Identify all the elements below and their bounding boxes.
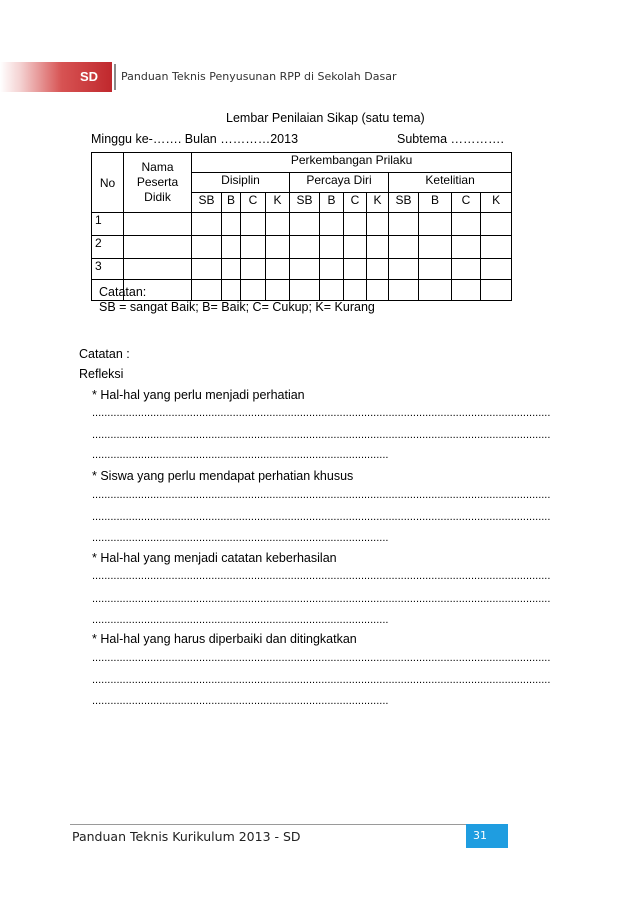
scale-b: B	[320, 193, 344, 213]
dotted-line: ......................................................................................................................................................	[92, 674, 551, 686]
page-number-box	[466, 824, 508, 848]
dotted-line: ......................................................................................................................................................	[92, 511, 551, 523]
scale-k: K	[367, 193, 389, 213]
row-number: 3	[92, 259, 124, 280]
scale-sb: SB	[389, 193, 419, 213]
reflection-item-2: * Siswa yang perlu mendapat perhatian khusus	[92, 469, 354, 483]
dotted-line: ......................................................................................................................................................	[92, 570, 551, 582]
header-perkembangan-prilaku: Perkembangan Prilaku	[192, 153, 512, 173]
scale-k: K	[266, 193, 290, 213]
scale-sb: SB	[290, 193, 320, 213]
scale-k: K	[481, 193, 512, 213]
header-aspect-ketelitian: Ketelitian	[389, 173, 512, 193]
scale-b: B	[222, 193, 241, 213]
scale-sb: SB	[192, 193, 222, 213]
header-separator	[114, 64, 116, 90]
dotted-line: ......................................................................................................................................................	[92, 407, 551, 419]
dotted-line: ......................................................................................................................................................	[92, 593, 551, 605]
table-row	[92, 236, 512, 259]
table-row	[92, 280, 512, 301]
header-badge-label: SD	[79, 69, 98, 84]
footer-rule	[70, 824, 468, 825]
refleksi-heading: Refleksi	[79, 367, 124, 381]
table-row	[92, 213, 512, 236]
table-row	[92, 259, 512, 280]
reflection-item-4: * Hal-hal yang harus diperbaiki dan ditingkatkan	[92, 632, 357, 646]
dotted-line: .................................................................................................	[92, 532, 389, 544]
assessment-table	[91, 152, 512, 301]
table-note-text: SB = sangat Baik; B= Baik; C= Cukup; K= Kurang	[99, 300, 375, 314]
row-number: 1	[92, 213, 124, 236]
header-nama-peserta-didik: Nama Peserta Didik	[124, 153, 192, 213]
row-number: 2	[92, 236, 124, 259]
scale-c: C	[452, 193, 481, 213]
footer-title: Panduan Teknis Kurikulum 2013 - SD	[72, 829, 301, 844]
dotted-line: .................................................................................................	[92, 695, 389, 707]
sheet-title: Lembar Penilaian Sikap (satu tema)	[226, 111, 425, 125]
table-note-label: Catatan:	[99, 285, 147, 299]
subtema-line: Subtema ………….	[397, 132, 504, 146]
catatan-heading: Catatan :	[79, 347, 130, 361]
scale-c: C	[241, 193, 266, 213]
dotted-line: ......................................................................................................................................................	[92, 652, 551, 664]
header-aspect-disiplin: Disiplin	[192, 173, 290, 193]
reflection-item-3: * Hal-hal yang menjadi catatan keberhasilan	[92, 551, 337, 565]
header-title: Panduan Teknis Penyusunan RPP di Sekolah Dasar	[121, 70, 397, 83]
header-badge	[0, 62, 112, 92]
header-no: No	[92, 153, 124, 213]
dotted-line: ......................................................................................................................................................	[92, 429, 551, 441]
dotted-line: ......................................................................................................................................................	[92, 489, 551, 501]
week-month-line: Minggu ke-……. Bulan …………2013	[91, 132, 299, 146]
page-number: 31	[473, 829, 487, 842]
dotted-line: .................................................................................................	[92, 614, 389, 626]
reflection-item-1: * Hal-hal yang perlu menjadi perhatian	[92, 388, 305, 402]
dotted-line: .................................................................................................	[92, 449, 389, 461]
header-aspect-percaya-diri: Percaya Diri	[290, 173, 389, 193]
scale-c: C	[344, 193, 367, 213]
scale-b: B	[419, 193, 452, 213]
